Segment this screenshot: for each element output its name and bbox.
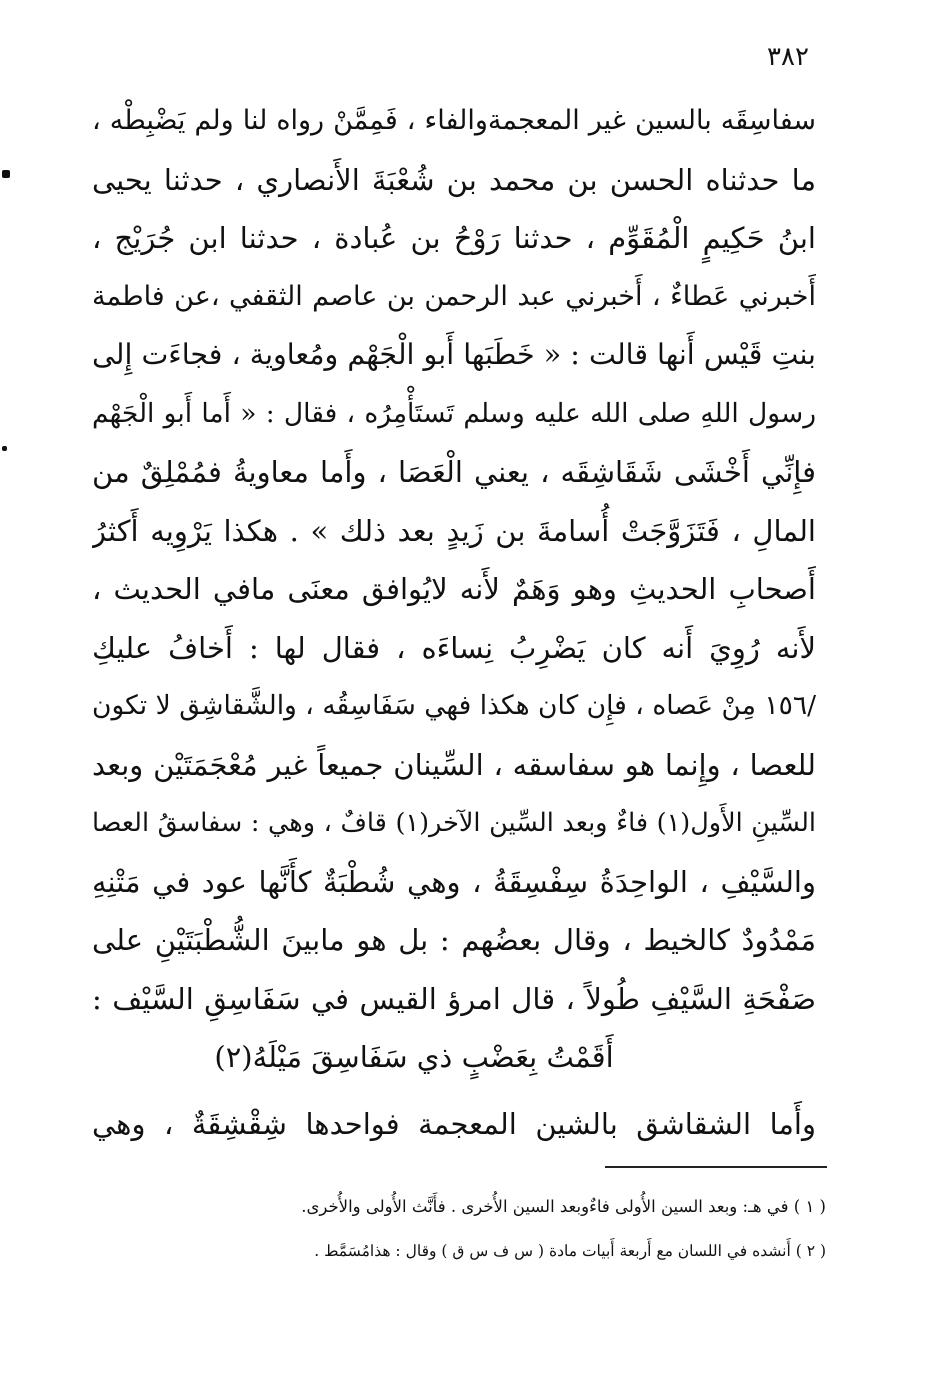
footnote-divider xyxy=(605,1166,827,1168)
footnotes xyxy=(300,1185,826,1273)
text-line: /١٥٦ مِنْ عَصاه ، فإِن كان هكذا فهي سَفَاسِقُه ، والشَّقاشِق لا تكون xyxy=(92,690,816,721)
footnote-1: ( ١ ) في هـ: وبعد السين الأُولى فاءٌوبعد السين الأُخرى . فأَنَّث الأُولى والأُخرى. xyxy=(301,1197,826,1216)
text-line: ابنُ حَكِيمٍ الْمُقَوِّم ، حدثنا رَوْحُ بن عُبادة ، حدثنا ابن جُرَيْج ، xyxy=(92,221,816,255)
text-line: ما حدثناه الحسن بن محمد بن شُعْبَةَ الأَنصاري ، حدثنا يحيى xyxy=(92,162,816,197)
text-line: وأَما الشقاشق بالشين المعجمة فواحدها شِقْشِقَةٌ ، وهي xyxy=(92,1106,816,1141)
footnote-2: ( ٢ ) أَنشده في اللسان مع أَربعة أَبيات مادة ( س ف س ق ) وقال : هذامُسَمَّط . xyxy=(314,1242,826,1260)
text-line: أَصحابِ الحديثِ وهو وَهَمٌ لأَنه لايُوافق معنَى مافي الحديث ، xyxy=(92,572,816,606)
text-line: مَمْدُودٌ كالخيط ، وقال بعضُهم : بل هو مابينَ الشُّطْبَتَيْنِ على xyxy=(92,923,816,957)
text-line: سفاسِقَه بالسين غير المعجمةوالفاء ، فَمِمَّنْ رواه لنا ولم يَضْبِطْه ، xyxy=(92,105,816,136)
text-line: لأَنه رُوِيَ أَنه كان يَضْرِبُ نِساءَه ، فقال لها : أَخافُ عليكِ xyxy=(92,630,816,665)
margin-speck xyxy=(2,170,10,178)
text-line: صَفْحَةِ السَّيْفِ طُولاً ، قال امرؤ القيس في سَفَاسِقِ السَّيْف : xyxy=(92,981,816,1016)
text-line: والسَّيْفِ ، الواحِدَةُ سِفْسِقَةُ ، وهي شُطْبَةٌ كأَنَّها عود في مَتْنِهِ xyxy=(92,864,816,899)
verse-line: أَقَمْتُ بِعَضْبٍ ذي سَفَاسِقَ مَيْلَهُ(٢) xyxy=(214,1040,614,1074)
margin-speck xyxy=(2,446,7,451)
main-text xyxy=(92,92,816,1153)
text-line: فإِنِّي أَخْشَى شَقَاشِقَه ، يعني الْعَصَا ، وأَما معاويةُ فمُمْلِقٌ من xyxy=(92,455,816,489)
text-line: رسول اللهِ صلى الله عليه وسلم تَستَأْمِرُه ، فقال : « أَما أَبو الْجَهْم xyxy=(92,397,816,429)
text-line: للعصا ، وإِنما هو سفاسقه ، السِّينان جميعاً غير مُعْجَمَتَيْن وبعد xyxy=(92,747,816,782)
text-line: بنتِ قَيْس أَنها قالت : « خَطَبَها أَبو الْجَهْم ومُعاوية ، فجاءَت إِلى xyxy=(92,338,816,371)
text-line: أَخبرني عَطاءٌ ، أَخبرني عبد الرحمن بن عاصم الثقفي ،عن فاطمة xyxy=(92,280,816,312)
page-number: ٣٨٢ xyxy=(767,42,809,72)
text-line: المالِ ، فَتَزَوَّجَتْ أُسامةَ بن زَيدٍ بعد ذلك » . هكذا يَرْوِيه أَكثرُ xyxy=(92,513,816,548)
text-line: السِّينِ الأَول(١) فاءٌ وبعد السِّين الآخر(١) قافٌ ، وهي : سفاسقُ العصا xyxy=(92,808,816,838)
